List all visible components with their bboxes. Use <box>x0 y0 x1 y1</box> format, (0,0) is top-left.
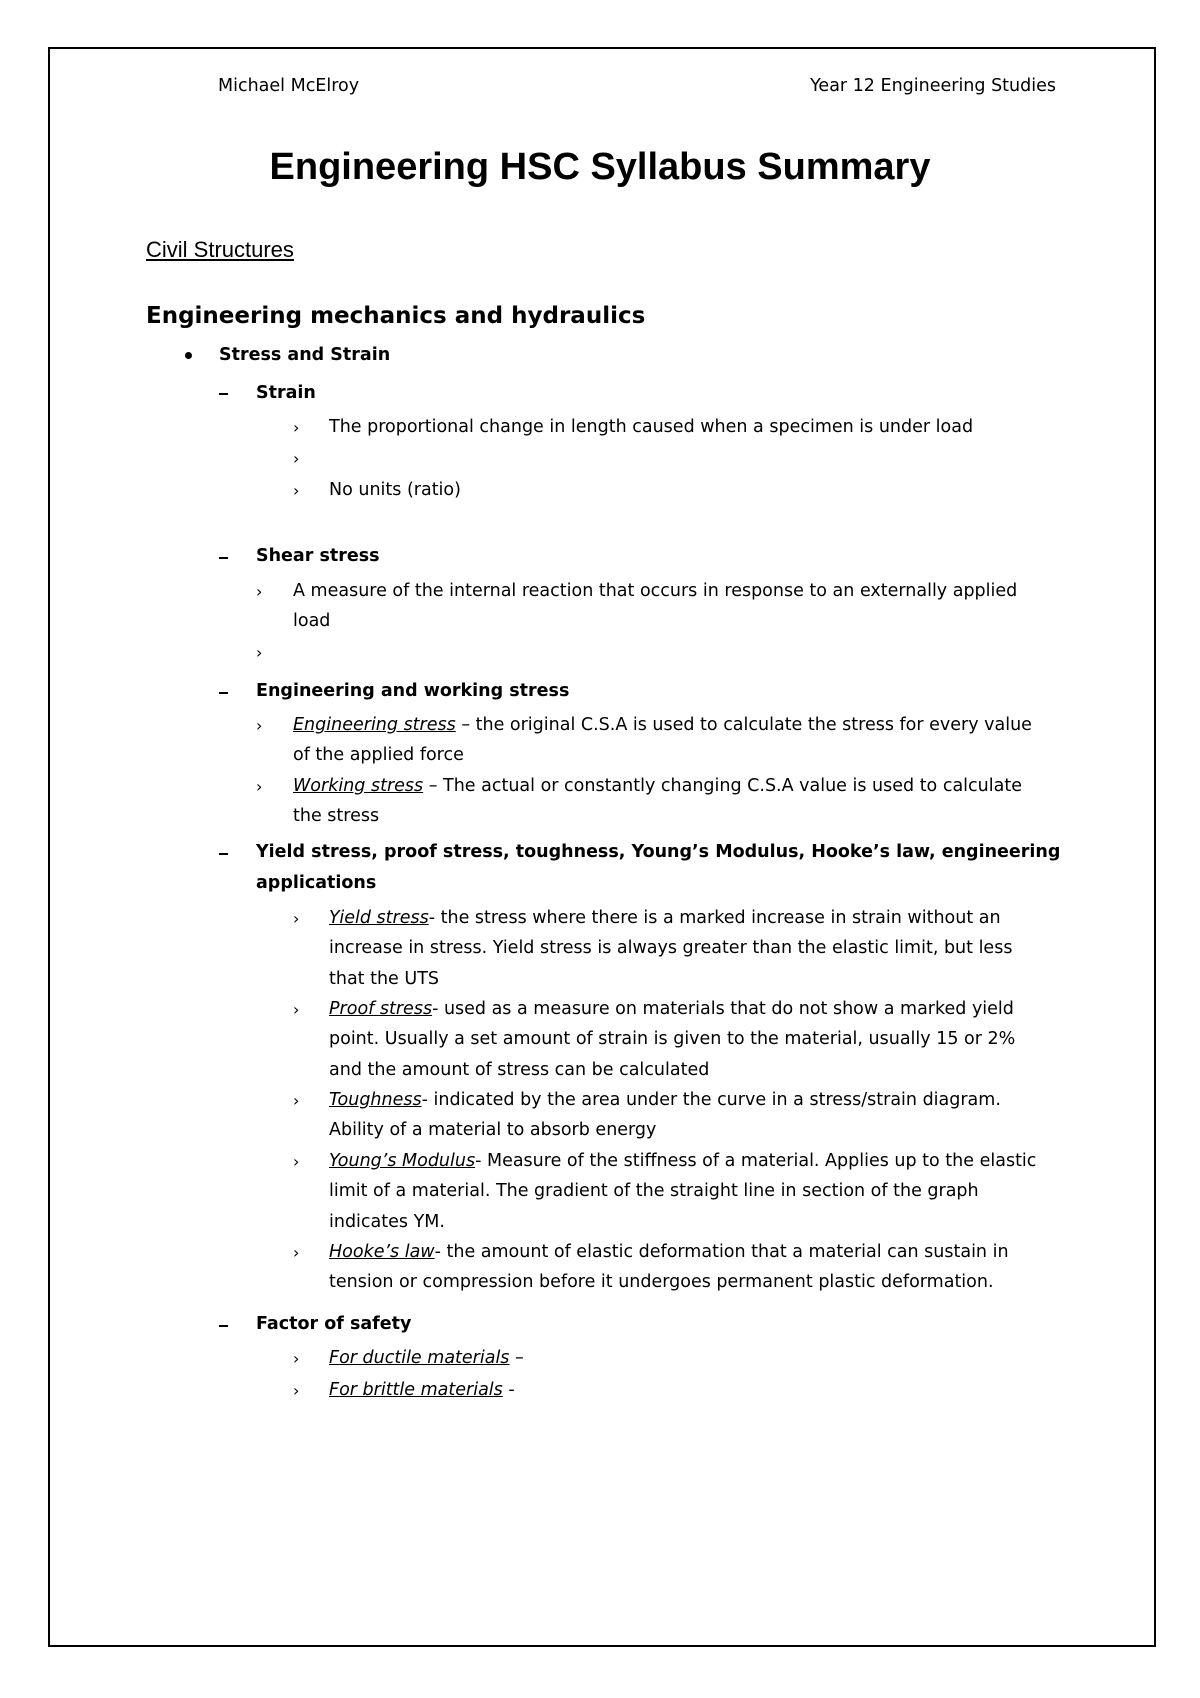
toughness-item: Toughness- indicated by the area under the curve in a stress/strain diagram. <box>329 1090 1001 1110</box>
eng-stress-term: Engineering stress <box>293 715 456 735</box>
chevron-bullet: › <box>256 777 263 796</box>
strain-item-1: The proportional change in length caused when a specimen is under load <box>329 417 974 437</box>
brittle-item: For brittle materials - <box>329 1380 515 1400</box>
ductile-item: For ductile materials – <box>329 1348 524 1368</box>
eng-working-heading: Engineering and working stress <box>256 681 570 701</box>
header-course: Year 12 Engineering Studies <box>810 76 1056 96</box>
yield-stress-item: Yield stress- the stress where there is a marked increase in strain without an <box>329 908 1001 928</box>
youngs-modulus-item: Young’s Modulus- Measure of the stiffness of a material. Applies up to the elastic <box>329 1151 1037 1171</box>
eng-stress-cont: of the applied force <box>293 745 464 765</box>
working-stress-item: Working stress – The actual or constantly changing C.S.A value is used to calculate <box>293 776 1022 796</box>
youngs-modulus-cont-1: limit of a material. The gradient of the straight line in section of the graph <box>329 1181 979 1201</box>
chevron-bullet: › <box>293 449 300 468</box>
brittle-term: For brittle materials <box>329 1380 503 1400</box>
chevron-bullet: › <box>256 643 263 662</box>
chevron-bullet: › <box>256 582 263 601</box>
hookes-law-term: Hooke’s law <box>329 1242 435 1262</box>
eng-stress-item: Engineering stress – the original C.S.A is used to calculate the stress for every value <box>293 715 1032 735</box>
strain-item-3: No units (ratio) <box>329 480 461 500</box>
dash-bullet <box>219 1325 228 1327</box>
strain-heading: Strain <box>256 383 316 403</box>
chevron-bullet: › <box>293 1381 300 1400</box>
dash-bullet <box>219 692 228 694</box>
youngs-modulus-term: Young’s Modulus <box>329 1151 476 1171</box>
toughness-cont: Ability of a material to absorb energy <box>329 1120 657 1140</box>
working-stress-term: Working stress <box>293 776 424 796</box>
chevron-bullet: › <box>293 481 300 500</box>
proof-stress-item: Proof stress- used as a measure on materials that do not show a marked yield <box>329 999 1014 1019</box>
youngs-modulus-cont-2: indicates YM. <box>329 1212 445 1232</box>
hookes-law-cont: tension or compression before it undergoes permanent plastic deformation. <box>329 1272 994 1292</box>
chevron-bullet: › <box>293 1152 300 1171</box>
chevron-bullet: › <box>256 716 263 735</box>
ductile-term: For ductile materials <box>329 1348 510 1368</box>
bullet-dot <box>185 352 192 359</box>
dash-bullet <box>219 853 228 855</box>
toughness-term: Toughness <box>329 1090 422 1110</box>
yield-stress-cont-1: increase in stress. Yield stress is always greater than the elastic limit, but less <box>329 938 1013 958</box>
dash-bullet <box>219 393 228 395</box>
document-title: Engineering HSC Syllabus Summary <box>269 146 931 188</box>
chevron-bullet: › <box>293 1091 300 1110</box>
yield-stress-term: Yield stress <box>329 908 429 928</box>
proof-stress-cont-2: and the amount of stress can be calculated <box>329 1060 710 1080</box>
working-stress-cont: the stress <box>293 806 380 826</box>
chevron-bullet: › <box>293 1243 300 1262</box>
shear-item-1-cont: load <box>293 611 331 631</box>
proof-stress-cont-1: point. Usually a set amount of strain is given to the material, usually 15 or 2% <box>329 1029 1016 1049</box>
proof-stress-term: Proof stress <box>329 999 433 1019</box>
subsection-heading: Engineering mechanics and hydraulics <box>146 303 646 329</box>
chevron-bullet: › <box>293 909 300 928</box>
yield-group-heading: Yield stress, proof stress, toughness, Young’s Modulus, Hooke’s law, engineering <box>256 842 1061 862</box>
hookes-law-item: Hooke’s law- the amount of elastic deformation that a material can sustain in <box>329 1242 1009 1262</box>
chevron-bullet: › <box>293 1000 300 1019</box>
safety-heading: Factor of safety <box>256 1314 412 1334</box>
header-author: Michael McElroy <box>218 76 360 96</box>
shear-heading: Shear stress <box>256 546 380 566</box>
section-heading: Civil Structures <box>146 237 294 262</box>
topic-heading: Stress and Strain <box>219 345 391 365</box>
chevron-bullet: › <box>293 418 300 437</box>
yield-stress-cont-2: that the UTS <box>329 969 439 989</box>
yield-group-heading-cont: applications <box>256 873 377 893</box>
dash-bullet <box>219 557 228 559</box>
shear-item-1: A measure of the internal reaction that occurs in response to an externally applied <box>293 581 1018 601</box>
chevron-bullet: › <box>293 1349 300 1368</box>
